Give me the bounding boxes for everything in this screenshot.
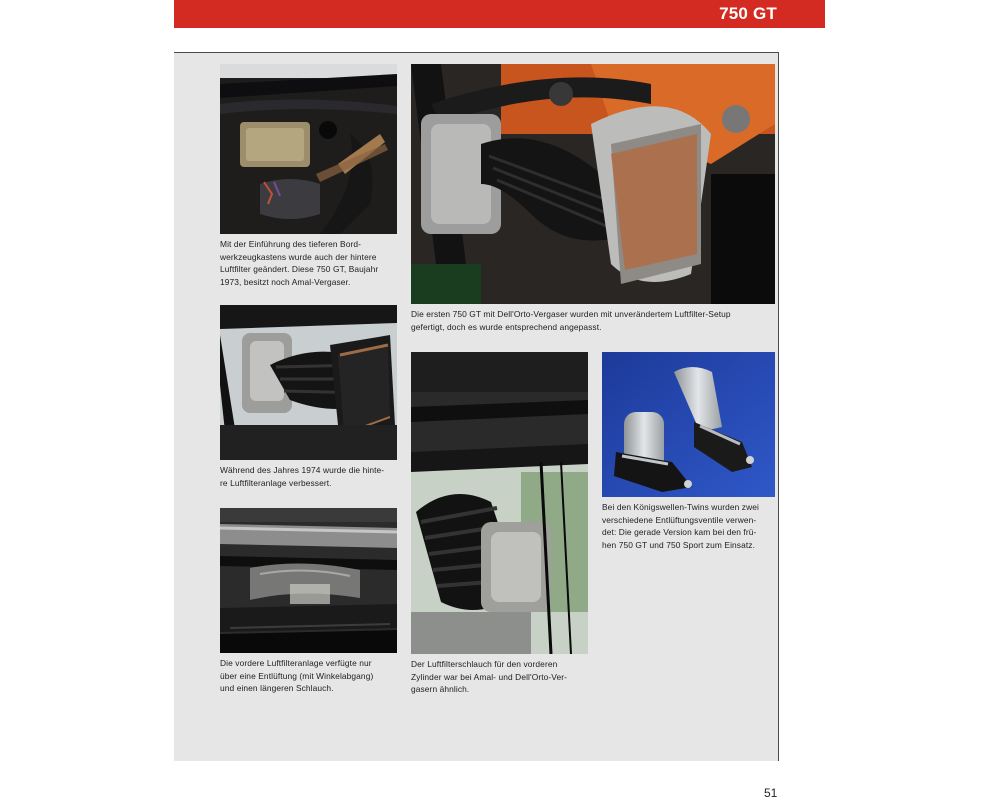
caption-dellorto-carburetor: Die ersten 750 GT mit Dell'Orto-Vergaser wurden mit unverändertem Luftfilter-Setup gefertigt, doch es wurde entsprechend angepasst. [411, 309, 731, 332]
caption-rear-air-filter-1974: Während des Jahres 1974 wurde die hinte- re Luftfilteranlage verbessert. [220, 465, 385, 488]
caption-rear-air-filter-1973: Mit der Einführung des tieferen Bord- werkzeugkastens wurde auch der hintere Luftfilter geändert. Diese 750 GT, Baujahr 1973, besitzt noch Amal-Vergaser. [220, 239, 379, 287]
section-title: 750 GT [719, 4, 777, 23]
caption-breather-valves: Bei den Königswellen-Twins wurden zwei verschiedene Entlüftungsventile verwen- det: Die gerade Version kam bei den frü- hen 750 GT und 750 Sport zum Einsatz. [602, 502, 759, 550]
photo-dellorto-carburetor [411, 64, 775, 304]
photo-front-intake-hose [411, 352, 588, 654]
caption-front-air-filter: Die vordere Luftfilteranlage verfügte nur über eine Entlüftung (mit Winkelabgang) und einen längeren Schlauch. [220, 658, 374, 694]
photo-rear-air-filter-1973 [220, 64, 397, 234]
photo-front-air-filter [220, 508, 397, 653]
caption-front-intake-hose: Der Luftfilterschlauch für den vorderen Zylinder war bei Amal- und Dell'Orto-Ver- gasern ähnlich. [411, 659, 568, 695]
photo-breather-valves [602, 352, 775, 497]
photo-rear-air-filter-1974 [220, 305, 397, 460]
section-header-bar [174, 0, 825, 28]
page-number: 51 [764, 786, 778, 800]
